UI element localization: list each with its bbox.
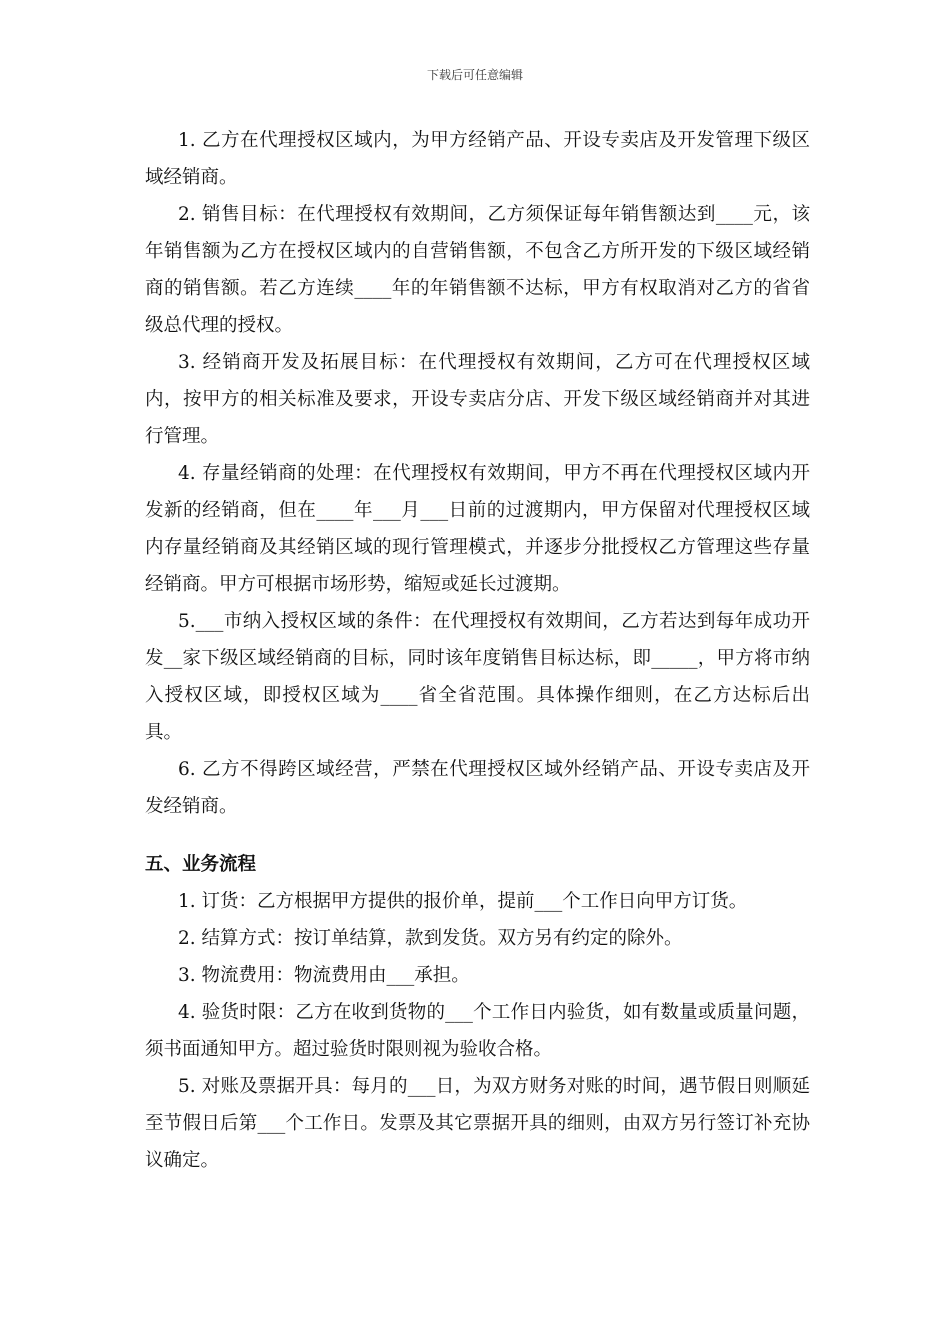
clause-2: 2. 销售目标：在代理授权有效期间，乙方须保证每年销售额达到____元，该年销售额为乙方在授权区域内的自营销售额，不包含乙方所开发的下级区域经销商的销售额。若乙方连续____年的年销售额不达标，甲方有权取消对乙方的省省级总代理的授权。 [145,204,810,336]
clause-4: 4. 存量经销商的处理：在代理授权有效期间，甲方不再在代理授权区域内开发新的经销商，但在____年___月___日前的过渡期内，甲方保留对代理授权区域内存量经销商及其经销区域的现行管理模式，并逐步分批授权乙方管理这些存量经销商。甲方可根据市场形势，缩短或延长过渡期。 [145,463,810,595]
clause-3: 3. 经销商开发及拓展目标：在代理授权有效期间，乙方可在代理授权区域内，按甲方的相关标准及要求，开设专卖店分店、开发下级区域经销商并对其进行管理。 [145,352,810,447]
page-header: 下载后可任意编辑 [426,68,523,82]
process-item-2: 2. 结算方式：按订单结算，款到发货。双方另有约定的除外。 [178,928,683,949]
clause-5: 5.___市纳入授权区域的条件：在代理授权有效期间，乙方若达到每年成功开发__家下级区域经销商的目标，同时该年度销售目标达标，即_____，甲方将市纳入授权区域，即授权区域为____省全省范围。具体操作细则，在乙方达标后出具。 [145,611,810,743]
process-item-5: 5. 对账及票据开具：每月的___日，为双方财务对账的时间，遇节假日则顺延至节假日后第___个工作日。发票及其它票据开具的细则，由双方另行签订补充协议确定。 [145,1076,810,1171]
clause-list [145,122,810,825]
process-item-3: 3. 物流费用：物流费用由___承担。 [178,965,470,986]
process-item-4: 4. 验货时限：乙方在收到货物的___个工作日内验货，如有数量或质量问题，须书面通知甲方。超过验货时限则视为验收合格。 [145,1002,810,1060]
clause-6: 6. 乙方不得跨区域经营，严禁在代理授权区域外经销产品、开设专卖店及开发经销商。 [145,759,810,817]
clause-1: 1. 乙方在代理授权区域内，为甲方经销产品、开设专卖店及开发管理下级区域经销商。 [145,130,810,188]
section-5-body [145,846,810,1179]
process-item-1: 1. 订货：乙方根据甲方提供的报价单，提前___个工作日向甲方订货。 [178,891,748,912]
section-5-title: 五、业务流程 [145,854,257,875]
